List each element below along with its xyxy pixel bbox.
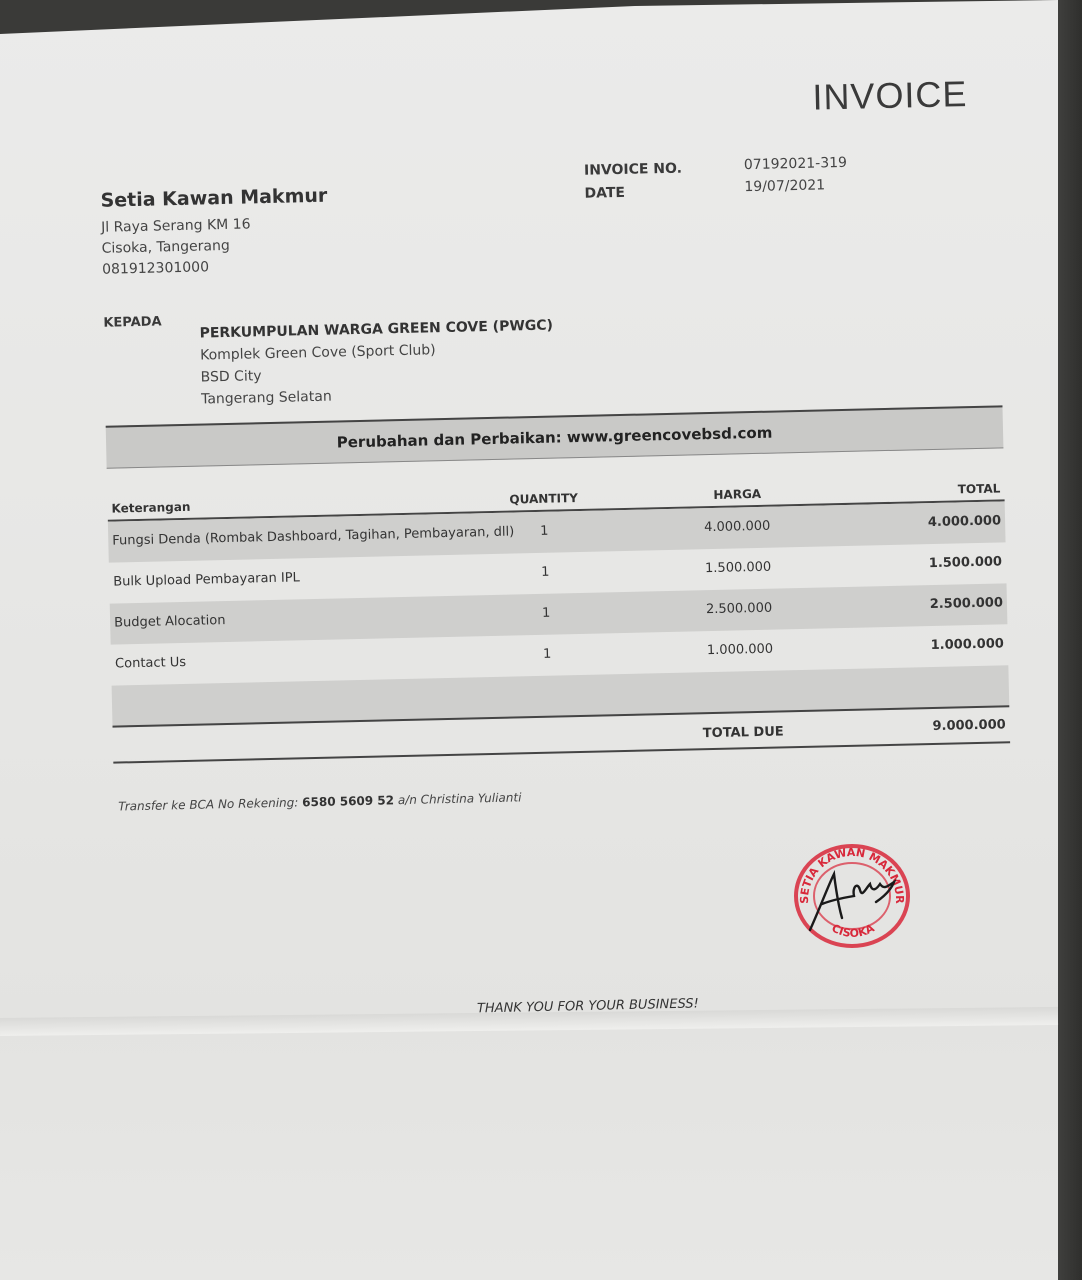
row-quantity: 1 [540, 564, 550, 580]
header-total: TOTAL [957, 481, 1001, 497]
recipient-line2: BSD City [200, 368, 262, 386]
row-price: 1.500.000 [704, 559, 772, 577]
header-price: HARGA [713, 486, 762, 502]
website-band-text: Perubahan dan Perbaikan: www.greencovebsd.com [336, 423, 773, 452]
date-label: DATE [584, 184, 626, 202]
stamp-top-text: SETIA KAWAN MAKMUR [797, 845, 907, 904]
items-table [107, 455, 1010, 763]
row-description: Bulk Upload Pembayaran IPL [113, 570, 300, 590]
total-due-label: TOTAL DUE [702, 724, 784, 742]
row-quantity: 1 [542, 646, 552, 662]
company-stamp [786, 838, 916, 948]
header-quantity: QUANTITY [509, 491, 579, 507]
recipient-label: KEPADA [103, 314, 162, 331]
row-quantity: 1 [541, 605, 551, 621]
row-price: 4.000.000 [703, 518, 771, 536]
row-total: 1.500.000 [928, 554, 1003, 572]
recipient-line3: Tangerang Selatan [200, 388, 332, 408]
payment-account: 6580 5609 52 [302, 793, 395, 810]
invoice-number-label: INVOICE NO. [583, 160, 683, 179]
row-price: 1.000.000 [706, 641, 774, 659]
payment-instructions [118, 790, 521, 813]
row-description: Budget Alocation [113, 613, 226, 631]
payment-suffix: a/n Christina Yulianti [397, 790, 522, 808]
total-due-amount: 9.000.000 [932, 717, 1006, 735]
invoice-date: 19/07/2021 [744, 177, 826, 196]
row-total: 2.500.000 [929, 595, 1004, 613]
seller-name: Setia Kawan Makmur [100, 184, 328, 212]
row-quantity: 1 [540, 523, 549, 539]
seller-address-line2: Cisoka, Tangerang [101, 237, 230, 257]
row-price: 2.500.000 [705, 600, 773, 618]
payment-prefix: Transfer ke BCA No Rekening: [118, 795, 299, 814]
row-description: Fungsi Denda (Rombak Dashboard, Tagihan, Pembayaran, dll) [112, 524, 515, 549]
recipient-line1: Komplek Green Cove (Sport Club) [199, 342, 436, 364]
row-total: 1.000.000 [930, 636, 1005, 654]
header-description: Keterangan [111, 499, 191, 516]
row-description: Contact Us [114, 654, 187, 672]
seller-phone: 081912301000 [101, 259, 210, 278]
recipient-name: PERKUMPULAN WARGA GREEN COVE (PWGC) [199, 317, 554, 342]
stamp-bottom-text: CISOKA [829, 921, 877, 940]
invoice-number: 07192021-319 [743, 154, 848, 174]
row-total: 4.000.000 [927, 513, 1002, 531]
thank-you-message: THANK YOU FOR YOUR BUSINESS! [476, 996, 699, 1017]
seller-address-line1: Jl Raya Serang KM 16 [101, 216, 251, 236]
signature [810, 874, 894, 930]
invoice-title: INVOICE [811, 73, 968, 118]
